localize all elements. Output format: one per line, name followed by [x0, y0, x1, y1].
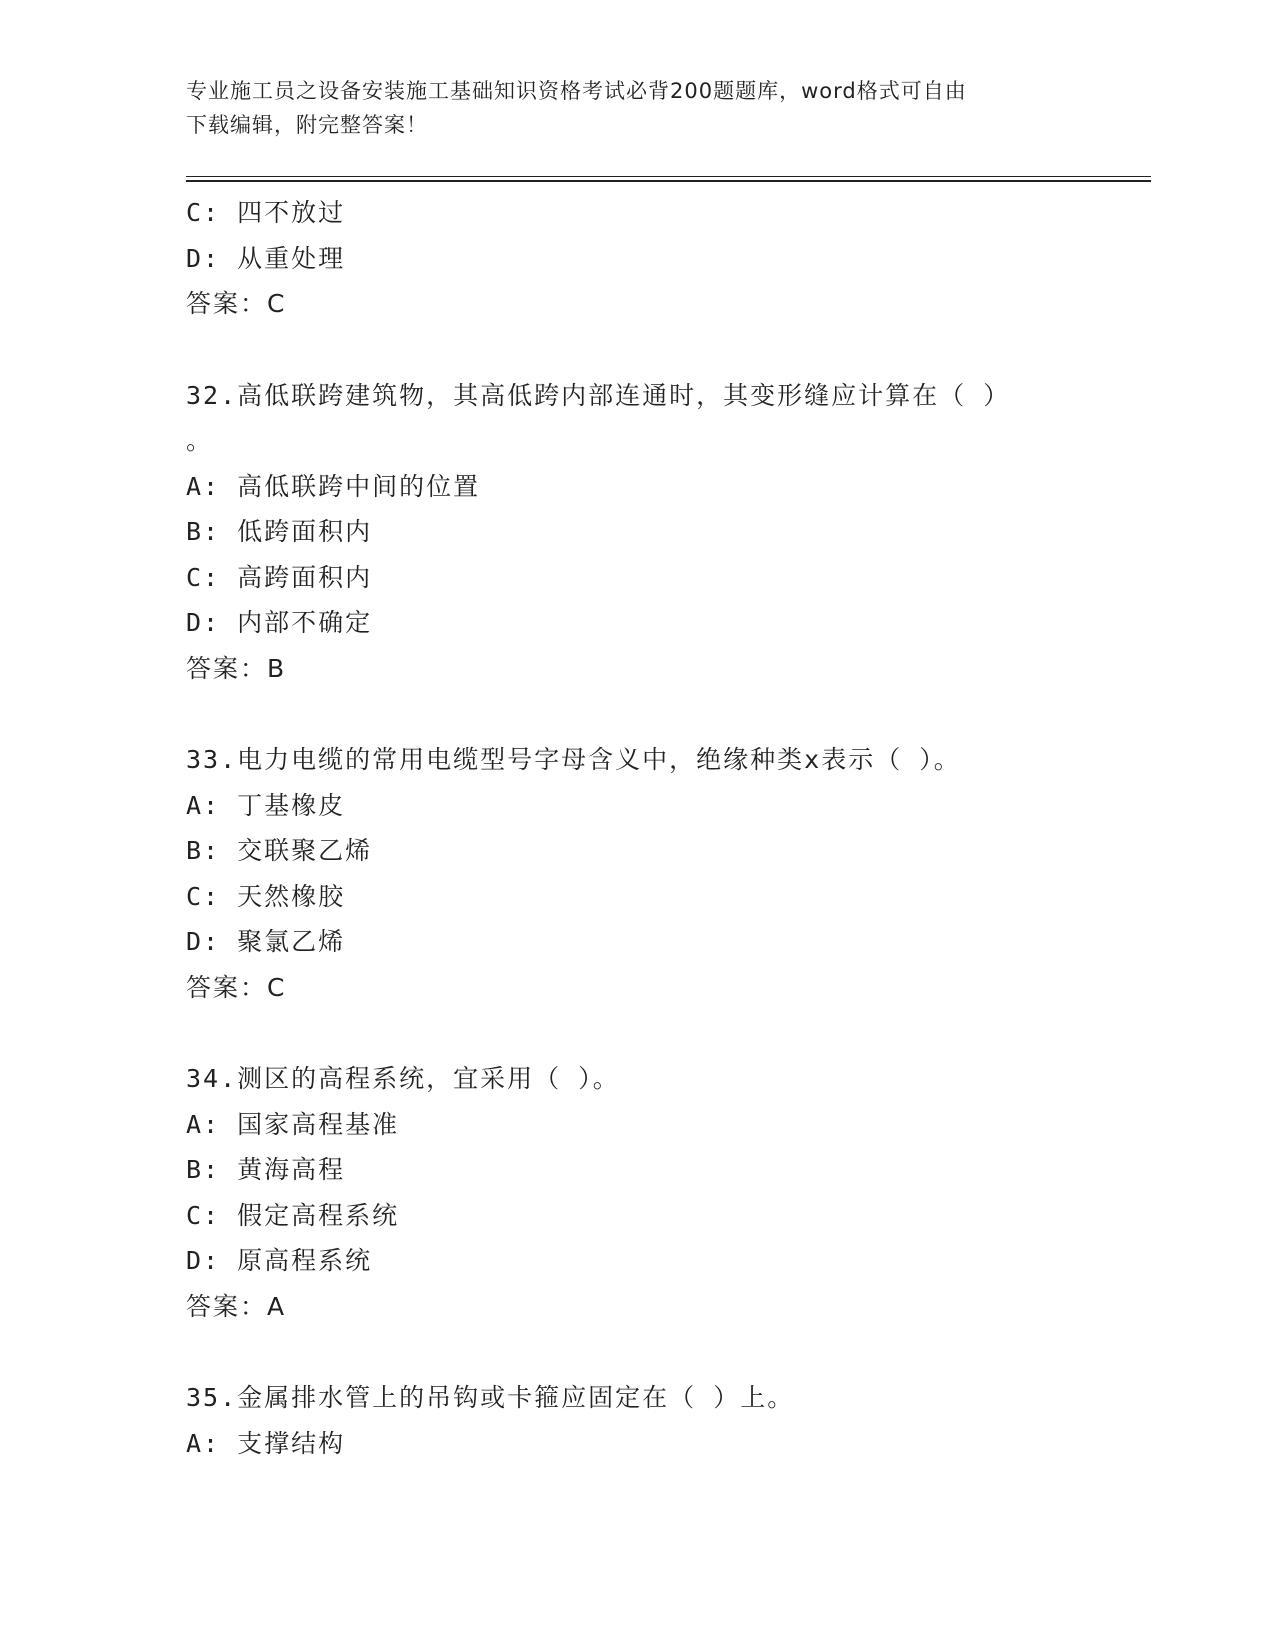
question-text: 35.金属排水管上的吊钩或卡箍应固定在（ ）上。	[186, 1383, 795, 1412]
question-text: 33.电力电缆的常用电缆型号字母含义中，绝缘种类x表示（ ）。	[186, 745, 961, 774]
option-line: D: 从重处理	[186, 243, 346, 273]
question-text: 。	[186, 426, 214, 455]
option-line: D: 聚氯乙烯	[186, 927, 346, 956]
option-line: A: 高低联跨中间的位置	[186, 471, 481, 501]
header-divider-thick	[186, 180, 1151, 182]
question-spacer	[186, 327, 1086, 373]
question-spacer	[186, 1329, 1086, 1375]
option-line: B: 交联聚乙烯	[186, 836, 373, 865]
question-text: 34.测区的高程系统，宜采用（ ）。	[186, 1064, 620, 1093]
option-line: A: 丁基橡皮	[186, 790, 346, 820]
option-line: D: 原高程系统	[186, 1246, 373, 1275]
option-line: B: 黄海高程	[186, 1155, 346, 1184]
answer-line: 答案：C	[186, 972, 287, 1002]
answer-line: 答案：B	[186, 653, 287, 683]
header-divider-thin	[186, 176, 1151, 177]
header-title-line-1: 专业施工员之设备安装施工基础知识资格考试必背200题题库，word格式可自由	[186, 79, 967, 103]
option-line: A: 支撑结构	[186, 1428, 346, 1458]
option-line: A: 国家高程基准	[186, 1109, 400, 1139]
question-spacer	[186, 1010, 1086, 1056]
question-spacer	[186, 691, 1086, 737]
document-header	[186, 74, 1086, 142]
option-line: C: 天然橡胶	[186, 881, 346, 911]
question-text: 32.高低联跨建筑物，其高低跨内部连通时，其变形缝应计算在（ ）	[186, 380, 1011, 410]
option-line: C: 四不放过	[186, 198, 346, 227]
answer-line: 答案：A	[186, 1291, 287, 1321]
question-list	[186, 190, 1086, 1466]
option-line: B: 低跨面积内	[186, 517, 373, 546]
option-line: C: 假定高程系统	[186, 1200, 400, 1230]
header-title-line-2: 下载编辑，附完整答案！	[186, 113, 428, 137]
answer-line: 答案：C	[186, 289, 287, 318]
option-line: C: 高跨面积内	[186, 562, 373, 592]
option-line: D: 内部不确定	[186, 608, 373, 637]
